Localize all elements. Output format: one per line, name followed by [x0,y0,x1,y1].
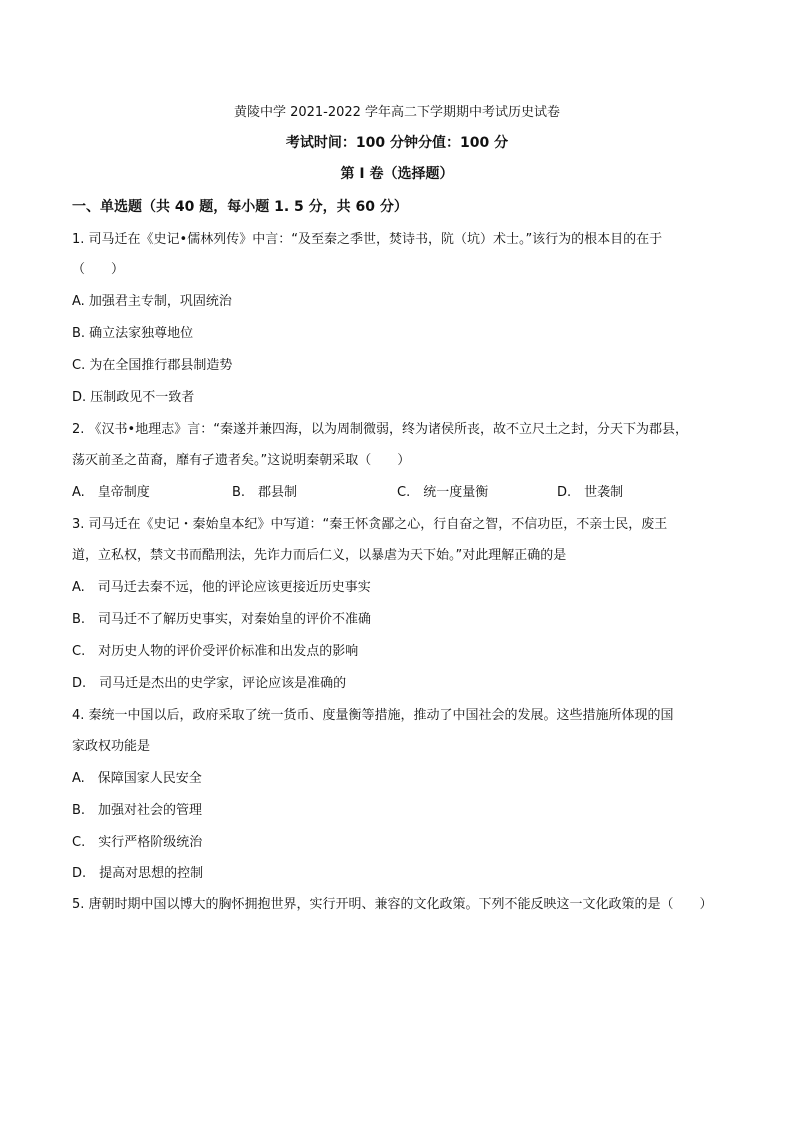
question-5-stem-line-1: 5. 唐朝时期中国以博大的胸怀拥抱世界，实行开明、兼容的文化政策。下列不能反映这一文化政策的是（ ） [72,897,713,912]
question-2-option-a: A. 皇帝制度 [72,485,150,500]
question-4-stem-line-1: 4. 秦统一中国以后，政府采取了统一货币、度量衡等措施，推动了中国社会的发展。这些措施所体现的国 [72,708,674,723]
question-1-option-d: D. 压制政见不一致者 [72,390,195,405]
question-4-stem-line-2: 家政权功能是 [72,739,151,754]
question-3-stem-line-1: 3. 司马迁在《史记・秦始皇本纪》中写道：“秦王怀贪鄙之心，行自奋之智，不信功臣，不亲士民，废王 [72,517,668,532]
question-4-option-c: C. 实行严格阶级统治 [72,835,203,850]
volume-title: 第 I 卷（选择题） [340,166,454,182]
question-1-option-a: A. 加强君主专制，巩固统治 [72,294,232,309]
question-2-stem-line-2: 荡灭前圣之苗裔，靡有孑遗者矣。”这说明秦朝采取（ ） [72,453,411,468]
question-3-option-b: B. 司马迁不了解历史事实，对秦始皇的评价不准确 [72,612,372,627]
question-4-option-a: A. 保障国家人民安全 [72,771,202,786]
question-3-option-c: C. 对历史人物的评价受评价标准和出发点的影响 [72,644,359,659]
question-1-stem-line-1: 1. 司马迁在《史记•儒林列传》中言：“及至秦之季世，焚诗书，阬（坑）术士。”该行为的根本目的在于 [72,232,663,247]
exam-time-info: 考试时间：100 分钟分值：100 分 [285,135,509,151]
question-1-stem-line-2: （ ） [72,262,125,277]
question-4-option-d: D. 提高对思想的控制 [72,866,204,881]
section-title: 一、单选题（共 40 题，每小题 1. 5 分，共 60 分） [72,199,408,215]
question-4-option-b: B. 加强对社会的管理 [72,803,203,818]
exam-school-title: 黄陵中学 2021-2022 学年高二下学期期中考试历史试卷 [233,105,561,120]
question-1-option-b: B. 确立法家独尊地位 [72,326,194,341]
question-2-option-c: C. 统一度量衡 [397,485,489,500]
question-3-option-d: D. 司马迁是杰出的史学家，评论应该是准确的 [72,676,347,691]
question-2-stem-line-1: 2. 《汉书•地理志》言：“秦遂并兼四海，以为周制微弱，终为诸侯所丧，故不立尺土之封，分天下为郡县， [72,422,688,437]
question-2-option-d: D. 世袭制 [557,485,624,500]
question-2-option-b: B. 郡县制 [232,485,298,500]
question-1-option-c: C. 为在全国推行郡县制造势 [72,358,233,373]
question-3-option-a: A. 司马迁去秦不远，他的评论应该更接近历史事实 [72,580,371,595]
question-3-stem-line-2: 道，立私权，禁文书而酷刑法，先诈力而后仁义，以暴虐为天下始。”对此理解正确的是 [72,548,567,563]
